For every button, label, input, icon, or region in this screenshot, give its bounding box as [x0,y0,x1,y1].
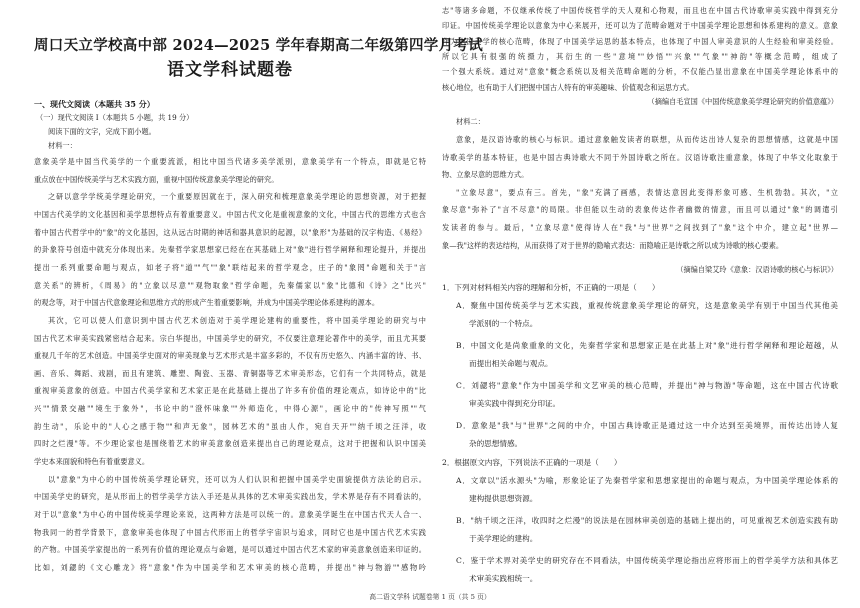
text-line: 象—我"这样的表达结构，从而获得了对于世界的隐喻式表达：而隐喻正是诗歌之所以成为诗歌的核心要素。 [442,240,784,250]
answer-option: A．聚焦中国传统美学与艺术实践，重视传统意象美学理论的研究，这是意象美学有别于中国当代其他美 [456,301,838,310]
answer-option-continued: 杂的思想情感。 [469,439,523,448]
text-line: 重视几千年的艺术创造。中国美学史面对的审美现象与艺术形式是丰富多彩的，不仅有历史悠久、内涵丰富的诗、书、 [34,351,426,361]
source-citation-two: （摘编自梁艾玲《意象：汉语诗歌的核心与标识》） [676,265,838,274]
exam-subtitle: 语文学科试题卷 [167,60,293,80]
text-line: 比如，刘勰的《文心雕龙》将"意象"作为中国美学和艺术审美的核心范畴，并提出"神与物游""感物吟 [34,562,426,572]
text-line: 的卦象符号创造中就充分体现出来。先秦哲学家思想家已经在在其基础上对"象"进行哲学阐释和理论提升，并提出 [34,245,426,255]
section-heading: 一、现代文阅读（本题共 35 分） [34,99,155,109]
answer-option: C．鉴于学术界对美学史的研究存在不同看法，中国传统美学理论指出应将形而上的哲学美学方法和具体艺 [456,556,838,565]
text-line: 印证。中国传统美学理论以意象为中心来展开，还可以为了范畴命题对于中国美学理论思想和体系建构的意义。意象 [442,21,838,31]
question-1-stem: 1．下列对材料相关内容的理解和分析，不正确的一项是（ ） [442,283,660,292]
text-line: 志"等诸多命题，不仅继承传统了中国传统哲学的天人观和心物观，而且也在中国古代诗歌审美实践中得到充分 [442,6,838,15]
text-line: 意关系"的辨析，《周易》的"立象以尽意""观物取象"哲学命题，先秦儒家以"象"比德和《诗》之"比兴" [34,280,426,290]
text-line: 对于以"意象"为中心的中国传统美学理论来说，这两种方法是可以统一的。意象美学诞生在中国古代天人合一、 [34,510,426,519]
text-line: 画、音乐、舞蹈、戏剧，而且有建筑、雕塑、陶瓷、玉器、青铜器等艺术审美形态，它们有一个共同特点，就是 [34,368,426,378]
text-line: 之研以意学学统美学理论研究，一个重要原因就在于，深入研究和梳理意象美学理论的思想资源，对于把握 [48,192,426,202]
text-line: 一个强大系统。通过对"意象"概念系统以及相关范畴命题的分析，不仅能凸显出意象在中国美学理论体系中的 [442,67,838,77]
material-two-label: 材料二： [456,117,485,126]
answer-option-continued: 术审美实践相统一。 [469,574,538,583]
text-line: "立象尽意"，要点有三。首先，"象"充满了画感，表情达意因此变得形象可感、生机勃勃。其次，"立 [456,187,838,197]
answer-option-continued: 审美实践中得到充分印证。 [469,399,561,408]
answer-option: C．刘勰将"意象"作为中国美学和文艺审美的核心范畴，并提出"神与物游"等命题，这在中国古代诗歌 [456,381,838,390]
text-line: 提出一系列重要命题与观点，如老子将"道""气""象"联结起来的哲学观念，庄子的"象罔"命题和关于"言 [34,262,426,272]
answer-option-continued: 而提出相关命题与观点。 [469,359,553,368]
text-line: 的观念等，对于中国古代意象理论和思维方式的形成产生着重要影响，并成为中国美学理论体系建构的源本。 [34,298,380,308]
answer-option: A．文章以"活水源头"为喻，形象论证了先秦哲学家和思想家提出的命题与观点，为中国美学理论体系的 [456,476,838,485]
material-one-label: 材料一： [48,141,77,150]
text-line: 重点放在中国传统美学与艺术实践方面，重视中国传统意象美学理论的研究。 [34,174,279,184]
answer-option-continued: 建构提供思想资源。 [469,494,538,503]
text-line: 四时之烂漫"等。不少理论家也是围绕着艺术的审美意象创造来提出自己的理论观点，这对于把握和认识中国美 [34,439,426,449]
question-2-stem: 2．根据原文内容，下列说法不正确的一项是（ ） [442,458,622,467]
text-line: 重视审美意象的创造。中国古代美学家和艺术家正是在此基础上提出了许多有价值的理论观点，如诗论中的"比 [34,386,426,396]
text-line: 学史本来面貌和特色有着重要意义。 [34,457,150,467]
source-citation-one: （摘编自毛宣国《中国传统意象美学理论研究的价值意蕴》） [647,97,838,106]
text-line: 诗歌美学的基本特征，也是中国古典诗歌大不同于外国诗歌之所在。汉语诗歌注重意象，体现了中华文化取象于 [442,152,838,162]
text-line: 发读者的参与。最后，"立象尽意"使得诗人在"我"与"世界"之间找到了"象"这个中介，建立起"世界— [442,223,838,232]
page-footer: 高二语文学科 试题卷第 1 页（共 5 页） [369,593,491,601]
text-line: 意象美学是中国当代美学的一个重要流派，相比中国当代诸多美学派别，意象美学有一个特点，即就是它特 [34,157,426,166]
text-line: 象尽意"弥补了"言不尽意"的局限。非但能以生动的表象传达作者幽微的情意，而且可以通过"象"的调遣引 [442,205,838,215]
text-line: 意象，是汉语诗歌的核心与标识。通过意象触发读者的联想，从而传达出诗人复杂的思想情感，这就是中国 [456,135,838,144]
exam-title: 周口天立学校高中部 2024—2025 学年春期高二年级第四学月考试 [34,37,484,54]
text-line: 以"意象"为中心的中国传统美学理论研究，还可以为人们认识和把握中国美学史面貌提供方法论的启示。 [48,474,426,484]
text-line: 中国美学史的研究，是从形而上的哲学美学方法入手还是从具体的艺术审美实践出发，学术界是存有不同看法的， [34,492,426,502]
text-line: 中国古代美学的文化基因和美学思想特点有着重要意义。中国古代文化是重视意象的文化，中国古代的思维方式也含 [34,209,426,219]
text-line: 的产物。中国美学家提出的一系列有价值的理论观点与命题，是可以通过中国古代艺术家的审美意象创造来印证的。 [34,545,426,555]
answer-option-continued: 于美学理论的建构。 [469,534,538,543]
text-line: 核心地位，也有助于人们把握中国古人特有的审美趣味、价值观念和运思方式。 [442,82,694,92]
text-line: 国古代艺术审美实践紧密结合起来。宗白华提出，中国美学史的研究，不仅要注意理论著作中的美学，而且尤其要 [34,333,426,343]
answer-option: B．"纳千顷之汪洋，收四时之烂漫"的说法是在园林审美创造的基础上提出的，可见重视艺术创造实践有助 [456,516,838,525]
reading-instruction: 阅读下面的文字，完成下面小题。 [48,127,156,136]
text-line: 其次，它可以使人们意识到中国古代艺术创造对于美学理论建构的重要性，将中国美学理论的研究与中 [48,315,426,325]
subsection-heading: （一）现代文阅读 I（本题共 5 小题，共 19 分） [36,113,194,122]
answer-option-continued: 学派别的一个特点。 [469,319,538,328]
text-line: 物我同一的哲学背景下，意象审美也体现了中国古代形而上的哲学宇宙识与追求，同时它也是中国古代艺术实践 [34,527,426,537]
text-line: 韵生动"，乐论中的"人心之感于物""和声无象"，园林艺术的"虽由人作，宛自天开""纳千顷之汪洋，收 [34,421,426,431]
text-line: 兴""情景交融""境生于象外"，书论中的"澄怀味象""外师造化，中得心源"，画论中的"传神写照""气 [34,404,426,414]
text-line: 所以它具有很强的统摄力，其衍生的一些"意境""妙悟""兴象""气象""神韵"等概念范畴，组成了 [442,51,838,61]
text-line: 着中国古代哲学中的"象"的文化基因，这从远古时期的神话和器具意识的起源，以"象形"为基础的汉字构造、《易经》 [34,227,426,237]
answer-option: D．意象是"我"与"世界"之间的中介，中国古典诗歌正是通过这一中介达到至美境界，而传达出诗人复 [456,421,838,430]
text-line: 物、立象尽意的思维方式。 [442,170,529,180]
text-line: 作为中国美学的核心范畴，体现了中国美学运思的基本特点，也体现了中国人审美意识的人生经验和审美经验。 [442,36,838,46]
answer-option: B．中国文化是尚象重象的文化，先秦哲学家和思想家正是在此基上对"象"进行哲学阐释和理论超越，从 [456,341,838,350]
